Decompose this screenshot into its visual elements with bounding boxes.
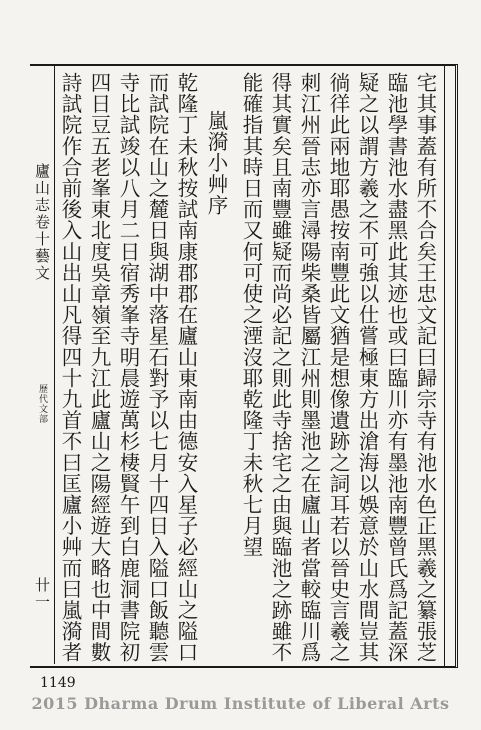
fold-subtitle: 歷代文部 xyxy=(37,384,47,424)
page-number: 1149 xyxy=(40,675,76,691)
text-column-2: 臨池學書池水盡黑此其迹也或曰臨川亦有墨池南豐曾氏爲記蓋深 xyxy=(384,72,408,663)
text-column-3: 疑之以謂方羲之不可強以仕嘗極東方出滄海以娛意於山水間豈其 xyxy=(355,72,379,663)
text-column-4: 徜徉此兩地耶愚按南豐此文猶是想像遺跡之詞耳若以晉史言羲之 xyxy=(326,72,350,663)
text-column-11: 寺比試竣以八月二日宿秀峯寺明晨遊萬杉棲賢午到白鹿洞書院初 xyxy=(116,72,140,663)
text-column-1: 宅其事蓋有所不合矣王忠文記曰歸宗寺有池水色正黑羲之纂張芝 xyxy=(413,72,437,663)
text-column-5: 刺江州晉志亦言潯陽柴桑皆屬江州則墨池之在廬山者當較臨川爲 xyxy=(297,72,321,663)
preface-title: 嵐漪小艸序 xyxy=(204,110,228,216)
text-column-9: 乾隆丁未秋按試南康郡郡在廬山東南由德安入星子必經山之隘口 xyxy=(174,72,198,663)
text-column-7: 能確指其時日而又何可使之湮沒耶乾隆丁未秋七月望 xyxy=(239,72,263,558)
copyright-watermark: 2015 Dharma Drum Institute of Liberal Arts xyxy=(31,694,450,713)
page-fold-margin xyxy=(30,64,55,664)
text-column-10: 而試院在山之麓日與湖中落星石對予以七月十四日入隘口飯聽雲 xyxy=(145,72,169,663)
text-column-6: 得其實矣且南豐雖疑而尚必記之則此寺捨宅之由與臨池之跡雖不 xyxy=(268,72,292,663)
fold-leaf-number: 卄一 xyxy=(33,577,51,611)
text-column-12: 四日豆五老峯東北度吳章嶺至九江此廬山之陽經遊大略也中間數 xyxy=(87,72,111,663)
text-column-13: 詩試院作合前後入山出山凡得四十九首不曰匡廬小艸而曰嵐漪者 xyxy=(58,72,82,663)
fold-title: 廬山志卷十藝文 xyxy=(33,162,51,282)
